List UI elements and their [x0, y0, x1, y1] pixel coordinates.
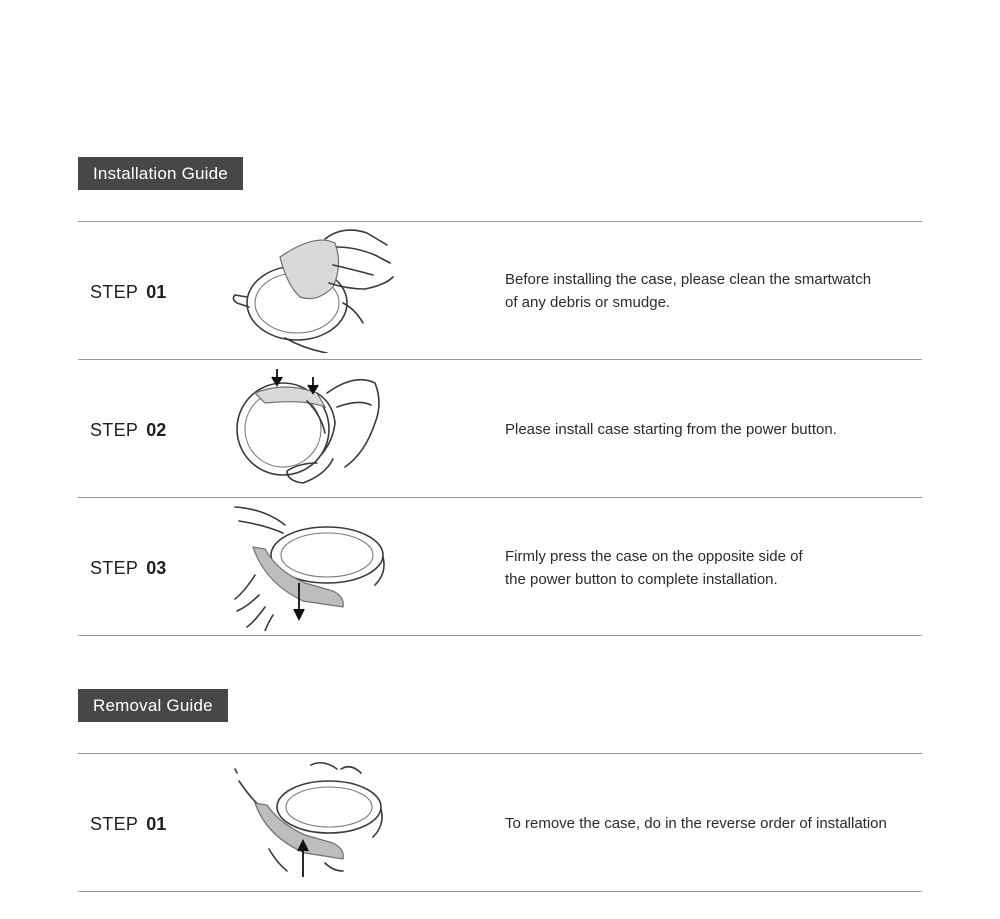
installation-step-1-label [90, 282, 166, 303]
divider [78, 891, 922, 892]
remove-case-up-icon [225, 759, 400, 887]
step-number: 01 [146, 282, 167, 302]
step-text-line: the power button to complete installation. [505, 571, 778, 588]
removal-step-1-label [90, 814, 166, 835]
installation-step-2-label [90, 420, 166, 441]
step-word: STEP [90, 420, 139, 440]
installation-step-3-text [505, 545, 803, 591]
installation-step-1-text [505, 268, 871, 314]
installation-step-3-label [90, 558, 166, 579]
divider [78, 753, 922, 754]
divider [78, 359, 922, 360]
step-word: STEP [90, 814, 139, 834]
cleaning-cloth-watch-icon [225, 225, 400, 353]
step-text-line: To remove the case, do in the reverse order of installation [505, 815, 887, 832]
installation-guide-title: Installation Guide [78, 157, 243, 190]
step-number: 02 [146, 420, 167, 440]
install-power-button-icon [225, 363, 400, 491]
step-text-line: Firmly press the case on the opposite side of [505, 548, 803, 565]
step-number: 03 [146, 558, 167, 578]
removal-step-1-text [505, 812, 887, 835]
step-text-line: of any debris or smudge. [505, 294, 671, 311]
press-case-down-icon [225, 503, 400, 631]
divider [78, 497, 922, 498]
divider [78, 635, 922, 636]
step-word: STEP [90, 558, 139, 578]
divider [78, 221, 922, 222]
step-text-line: Please install case starting from the power button. [505, 421, 837, 438]
step-text-line: Before installing the case, please clean the smartwatch [505, 271, 872, 288]
step-word: STEP [90, 282, 139, 302]
removal-guide-title: Removal Guide [78, 689, 228, 722]
step-number: 01 [146, 814, 167, 834]
installation-step-2-text [505, 418, 837, 441]
